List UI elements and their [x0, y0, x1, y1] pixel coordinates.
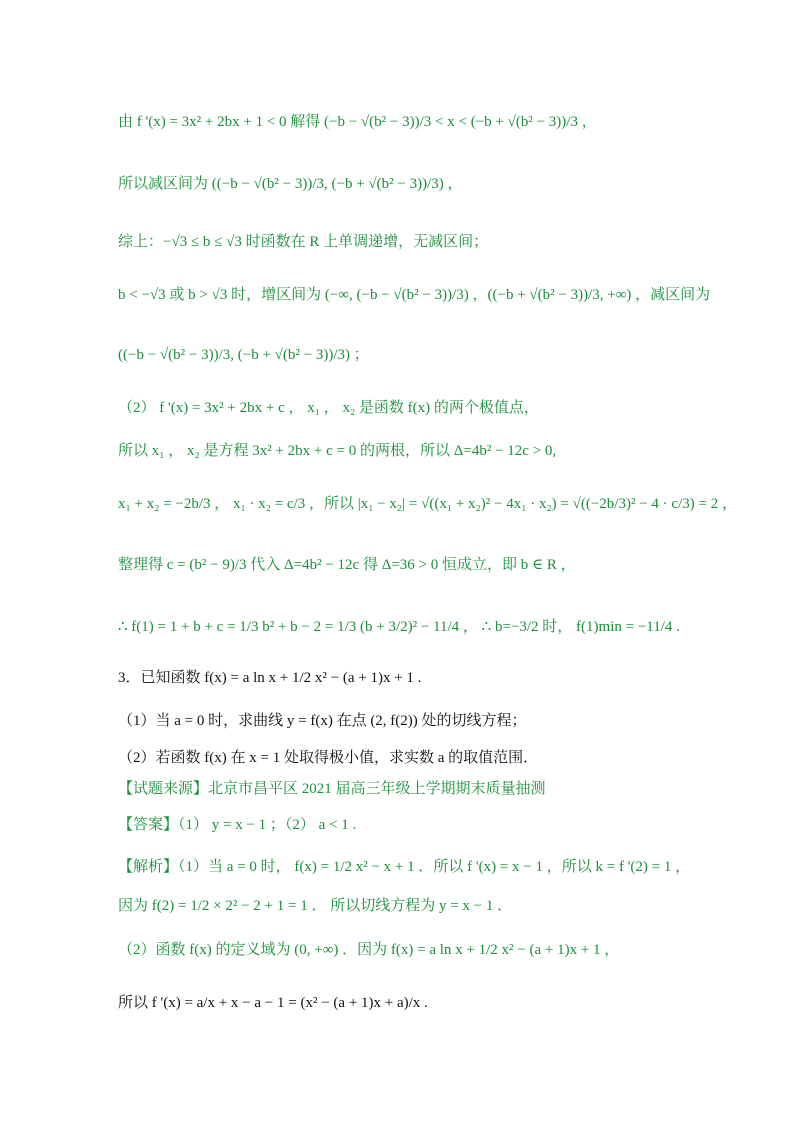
vieta-line: x₁ + x₂ = −2b/3 ， x₁ · x₂ = c/3 ，所以 |x₁ − x₂| = √((x₁ + x₂)² − 4x₁ · x₂) = √((−2b/3)² − 4 · c/3) = 2 ，: [118, 496, 737, 512]
source-line: 【试题来源】北京市昌平区 2021 届高三年级上学期期末质量抽测: [118, 781, 546, 797]
roots-line: 所以 x₁ ， x₂ 是方程 3x² + 2bx + c = 0 的两根，所以 Δ=4b² − 12c > 0,: [118, 443, 557, 459]
question-3-part1: （1）当 a = 0 时，求曲线 y = f(x) 在点 (2, f(2)) 处的切线方程；: [118, 713, 527, 729]
simplify-line: 整理得 c = (b² − 9)/3 代入 Δ=4b² − 12c 得 Δ=36 > 0 恒成立，即 b ∈ R ，: [118, 557, 576, 573]
analysis-line-4: 所以 f '(x) = a/x + x − a − 1 = (x² − (a + 1)x + a)/x .: [118, 995, 428, 1011]
increasing-interval-line: b < −√3 或 b > √3 时，增区间为 (−∞, (−b − √(b² − 3))/3) ，((−b + √(b² − 3))/3, +∞) ，减区间为: [118, 287, 711, 303]
summary-line: 综上：−√3 ≤ b ≤ √3 时函数在 R 上单调递增，无减区间；: [118, 234, 489, 250]
solution-line-1: 由 f '(x) = 3x² + 2bx + 1 < 0 解得 (−b − √(b² − 3))/3 < x < (−b + √(b² − 3))/3 ，: [118, 114, 597, 130]
analysis-line-2: 因为 f(2) = 1/2 × 2² − 2 + 1 = 1 ． 所以切线方程为 y = x − 1 ．: [118, 898, 513, 914]
question-3-part2: （2）若函数 f(x) 在 x = 1 处取得极小值，求实数 a 的取值范围．: [118, 750, 539, 766]
decreasing-interval-line: ((−b − √(b² − 3))/3, (−b + √(b² − 3))/3) ；: [118, 347, 369, 363]
analysis-line-1: 【解析】（1）当 a = 0 时， f(x) = 1/2 x² − x + 1 ．所以 f '(x) = x − 1 ，所以 k = f '(2) = 1 ，: [118, 859, 691, 875]
minimum-line: ∴ f(1) = 1 + b + c = 1/3 b² + b − 2 = 1/3 (b + 3/2)² − 11/4 ， ∴ b=−3/2 时， f(1)min = −11/4 .: [118, 619, 680, 635]
question-3-stem: 3．已知函数 f(x) = a ln x + 1/2 x² − (a + 1)x + 1 .: [118, 670, 422, 686]
analysis-line-3: （2）函数 f(x) 的定义域为 (0, +∞) ．因为 f(x) = a ln x + 1/2 x² − (a + 1)x + 1 ，: [118, 942, 620, 958]
solution-line-2: 所以减区间为 ((−b − √(b² − 3))/3, (−b + √(b² − 3))/3) ，: [118, 176, 463, 192]
answer-line: 【答案】（1） y = x − 1 ；（2） a < 1 .: [118, 817, 357, 833]
part2-derivative-line: （2） f '(x) = 3x² + 2bx + c ， x₁ ， x₂ 是函数 f(x) 的两个极值点，: [118, 400, 539, 416]
